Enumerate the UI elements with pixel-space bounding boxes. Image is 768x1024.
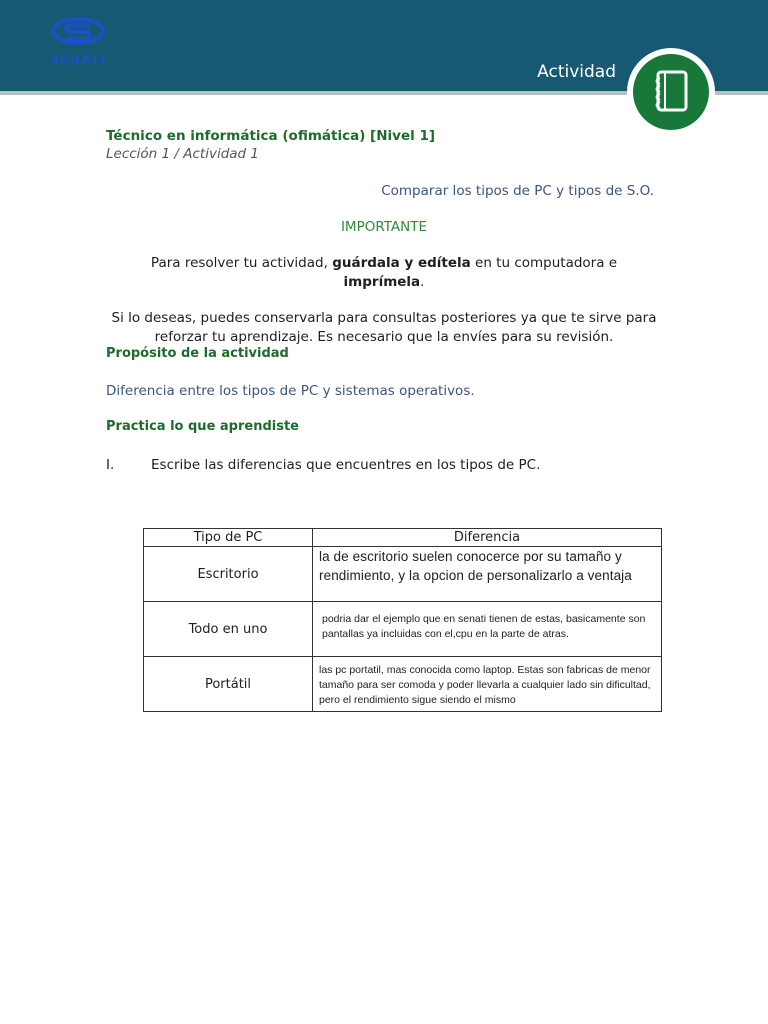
activity-topic: Comparar los tipos de PC y tipos de S.O. (381, 183, 654, 199)
instruction-number: I. (106, 457, 115, 473)
column-header-difference: Diferencia (313, 529, 662, 547)
purpose-heading: Propósito de la actividad (106, 346, 289, 361)
notebook-icon (633, 54, 709, 130)
activity-badge-circle (633, 54, 709, 130)
instructions-text-a: Para resolver tu actividad, (150, 255, 333, 271)
lesson-label: Lección 1 / Actividad 1 (106, 146, 259, 162)
table-row (144, 657, 662, 712)
course-title: Técnico en informática (ofimática) [Nivel 1] (106, 128, 436, 144)
pc-type-cell: Portátil (144, 657, 313, 712)
purpose-text: Diferencia entre los tipos de PC y sistemas operativos. (106, 383, 475, 399)
activity-badge (627, 48, 715, 136)
header-title: Actividad (537, 62, 616, 82)
difference-cell[interactable]: la de escritorio suelen conocerce por su tamaño y rendimiento, y la opcion de personalizarlo a ventaja (313, 547, 662, 602)
difference-cell[interactable]: las pc portatil, mas conocida como laptop. Estas son fabricas de menor tamaño para ser comoda y poder llevarla a cualquier lado sin dificultad, pero el rendimiento sigue siendo el mismo (313, 657, 662, 712)
table-row (144, 602, 662, 657)
instructions-bold-print: imprímela (343, 274, 421, 290)
senati-logo (28, 16, 128, 68)
pc-type-cell: Escritorio (144, 547, 313, 602)
column-header-type: Tipo de PC (144, 529, 313, 547)
instructions-text-c: en tu computadora e (470, 255, 618, 271)
table-header-row (144, 529, 662, 547)
difference-cell[interactable]: podria dar el ejemplo que en senati tienen de estas, basicamente son pantallas ya incluidas con el,cpu en la parte de atras. (313, 602, 662, 657)
review-paragraph: Si lo deseas, puedes conservarla para consultas posteriores ya que te sirve para reforzar tu aprendizaje. Es necesario que la envíes para su revisión. (111, 310, 657, 345)
senati-logo-icon (50, 16, 106, 50)
pc-type-cell: Todo en uno (144, 602, 313, 657)
instructions-bold-save: guárdala y edítela (332, 255, 471, 271)
important-heading: IMPORTANTE (340, 219, 428, 235)
pc-types-table (143, 528, 662, 712)
table-row (144, 547, 662, 602)
instructions-text-e: . (420, 274, 425, 290)
practice-heading: Practica lo que aprendiste (106, 419, 300, 434)
instructions-paragraph (110, 254, 658, 292)
logo-text: SENATI (50, 52, 106, 67)
instruction-text: Escribe las diferencias que encuentres en los tipos de PC. (151, 457, 541, 473)
